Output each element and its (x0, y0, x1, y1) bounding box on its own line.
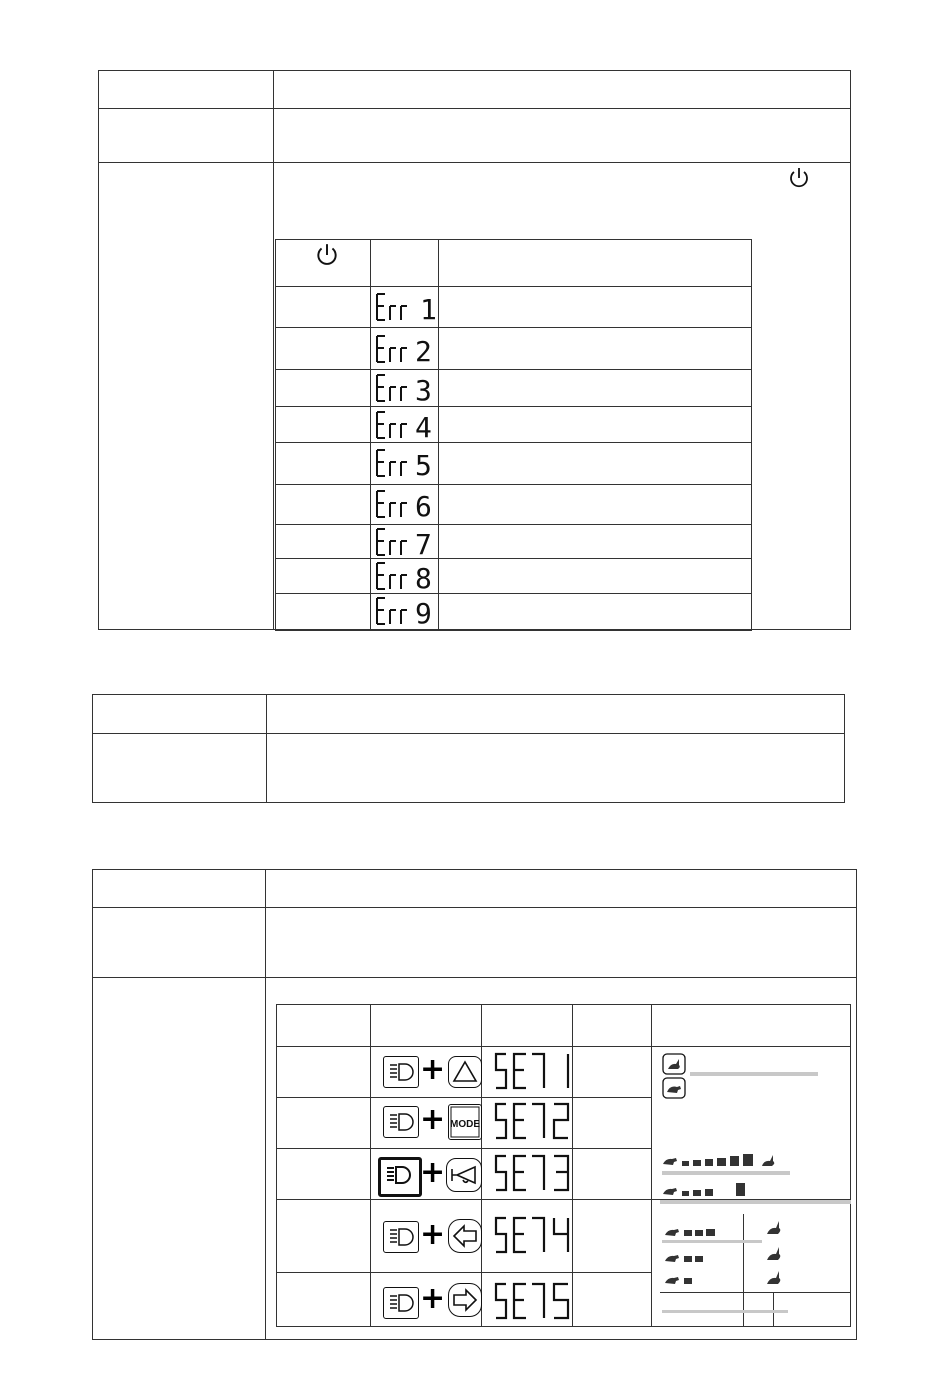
lcd-err-code-row (375, 526, 435, 563)
mode-label: MODE (450, 1119, 480, 1130)
plus-icon: + (420, 1281, 446, 1316)
err-digit-8: 8 (415, 562, 432, 595)
grey-bar (662, 1171, 790, 1175)
lcd-err-code-row (375, 372, 435, 409)
lcd-err-code (375, 488, 435, 523)
err-digit-9: 9 (415, 597, 432, 630)
err-digit-4: 4 (415, 411, 432, 444)
grey-bar (662, 1240, 762, 1243)
lcd-err-code-row (375, 409, 435, 446)
inner-col-divider (438, 239, 439, 631)
rabbit-icon (764, 1268, 788, 1288)
inner-row-divider (275, 286, 752, 287)
arrow-left-icon (448, 1219, 482, 1253)
inner-row-divider (275, 484, 752, 485)
inner-row-divider (275, 406, 752, 407)
settings-row-divider (276, 1097, 652, 1098)
table2-row-divider (92, 733, 845, 734)
inner-row-divider (275, 558, 752, 559)
inner-row-divider (275, 369, 752, 370)
speed-row-divider (660, 1292, 851, 1293)
table1-col-divider (273, 70, 274, 630)
lcd-set-code (492, 1280, 572, 1327)
inner-col-divider (370, 239, 371, 631)
speed-level-3 (662, 1222, 742, 1240)
headlight-icon (383, 1056, 419, 1088)
rabbit-icon (662, 1053, 686, 1075)
grey-bar (660, 1200, 851, 1204)
plus-icon: + (420, 1217, 446, 1252)
inner-row-divider (275, 593, 752, 594)
settings-col-divider (572, 1004, 573, 1327)
inner-table-frame (275, 239, 752, 631)
horn-icon (446, 1158, 482, 1192)
table1-row-divider (98, 162, 851, 163)
lcd-err-code (375, 526, 435, 561)
lcd-err-code (375, 372, 435, 407)
settings-row-divider (276, 1148, 652, 1149)
grey-bar (690, 1072, 818, 1076)
headlight-icon (383, 1287, 419, 1319)
inner-row-divider (275, 327, 752, 328)
lcd-err-code-row (375, 595, 435, 632)
err-digit-1: 1 (420, 293, 437, 326)
settings-row-divider (276, 1046, 851, 1047)
mode-icon (448, 1104, 482, 1140)
plus-icon: + (420, 1052, 446, 1087)
lcd-err-code (375, 333, 435, 368)
lcd-set-code (492, 1214, 572, 1261)
inner-row-divider (275, 524, 752, 525)
table3-col-divider (265, 869, 266, 1340)
rabbit-icon (764, 1244, 788, 1264)
settings-col-divider (651, 1004, 652, 1327)
table1-row-divider (98, 108, 851, 109)
rabbit-icon (764, 1218, 788, 1238)
err-digit-2: 2 (415, 335, 432, 368)
turtle-icon (662, 1077, 686, 1099)
lcd-err-code-row (375, 291, 435, 328)
grey-bar (662, 1310, 788, 1313)
speed-level-2 (662, 1248, 742, 1266)
table3-row-divider (92, 977, 857, 978)
triangle-up-icon (448, 1056, 482, 1088)
err-digit-3: 3 (415, 374, 432, 407)
lcd-err-code (375, 409, 435, 444)
inner-row-divider (275, 442, 752, 443)
lcd-set-code (492, 1100, 572, 1147)
err-digit-7: 7 (415, 528, 432, 561)
lcd-err-code-row (375, 560, 435, 597)
lcd-err-code (375, 560, 435, 595)
headlight-icon (383, 1106, 419, 1138)
settings-row-divider (276, 1272, 652, 1273)
power-icon (314, 242, 340, 268)
headlight-icon (383, 1221, 419, 1253)
power-icon (787, 166, 811, 190)
lcd-err-code (375, 447, 435, 482)
settings-col-divider (370, 1004, 371, 1327)
speed-level-1 (662, 1270, 742, 1288)
plus-icon: + (420, 1155, 446, 1190)
lcd-err-code-row (375, 447, 435, 484)
lcd-err-code-row (375, 333, 435, 370)
lcd-err-code (375, 595, 435, 630)
table3-row-divider (92, 907, 857, 908)
err-digit-5: 5 (415, 449, 432, 482)
speed-level-bar-partial (660, 1180, 760, 1200)
lcd-set-code (492, 1152, 572, 1199)
lcd-err-code-row (375, 488, 435, 525)
lcd-err-code (375, 291, 437, 326)
arrow-right-icon (448, 1283, 482, 1317)
headlight-icon-highlighted (378, 1157, 422, 1197)
err-digit-6: 6 (415, 490, 432, 523)
lcd-set-code (492, 1050, 572, 1097)
speed-level-bar-full (660, 1150, 790, 1170)
plus-icon: + (420, 1102, 446, 1137)
table2-frame (92, 694, 845, 803)
table2-col-divider (266, 694, 267, 803)
